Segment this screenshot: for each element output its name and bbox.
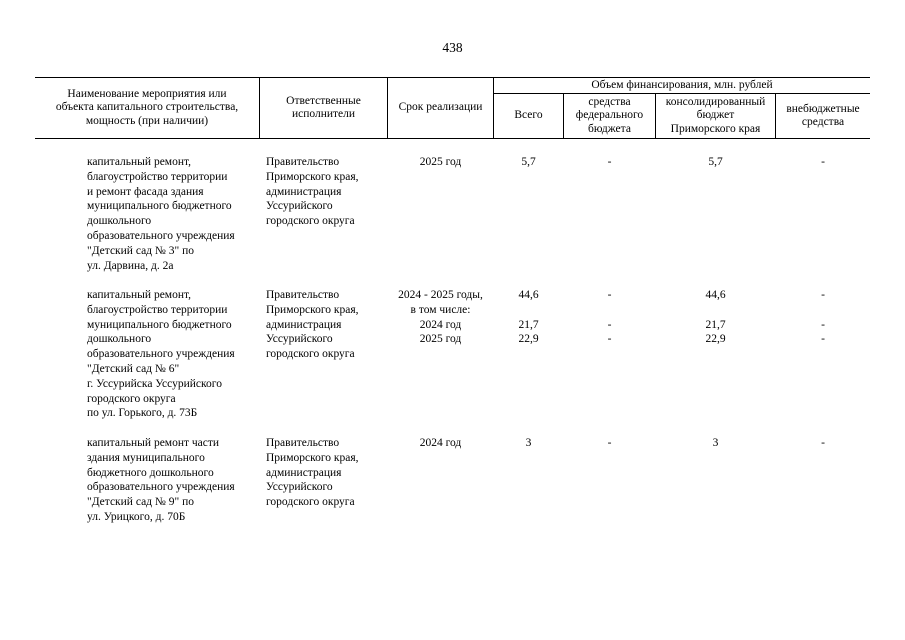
table-row-1-consolidated: 5,7	[708, 156, 723, 168]
header-financing: Объем финансирования, млн. рублей	[591, 78, 773, 91]
table-row-2-period: 2024 - 2025 годы, в том числе: 2024 год 2025 год	[398, 289, 483, 346]
table-row-3-executors: Правительство Приморского края, администрация Уссурийского городского округа	[266, 437, 359, 509]
header-consolidated: консолидированный бюджет Приморского края	[665, 95, 766, 135]
table-row-2-total: 44,6 21,7 22,9	[518, 289, 539, 346]
table-row-3-extrabudget: -	[821, 437, 825, 449]
header-executors: Ответственные исполнители	[286, 94, 361, 120]
table-row-2-consolidated: 44,6 21,7 22,9	[705, 289, 726, 346]
header-name: Наименование мероприятия или объекта капитального строительства, мощность (при наличии)	[55, 87, 239, 127]
table-row-2-extrabudget: - - -	[821, 289, 825, 346]
table-row-2-name: капитальный ремонт, благоустройство территории муниципального бюджетного дошкольного образовательного учреждения "Детский сад № 6" г. Уссурийска Уссурийского городского округа по ул. Горького, д. 73Б	[87, 289, 235, 420]
table-row-1-executors: Правительство Приморского края, администрация Уссурийского городского округа	[266, 156, 359, 228]
table-row-1-total: 5,7	[521, 156, 536, 168]
page-number: 438	[442, 40, 463, 55]
table-row-2-executors: Правительство Приморского края, администрация Уссурийского городского округа	[266, 289, 359, 361]
header-federal: средства федерального бюджета	[575, 95, 644, 135]
header-period: Срок реализации	[398, 101, 483, 114]
table-row-3-name: капитальный ремонт части здания муниципального бюджетного дошкольного образовательного учреждения "Детский сад № 9" по ул. Урицкого, д. 70Б	[87, 437, 235, 523]
table-row-3-consolidated: 3	[712, 437, 719, 449]
table-row-3-federal: -	[607, 437, 612, 449]
header-extrabudget: внебюджетные средства	[786, 102, 860, 128]
table-row-1-period: 2025 год	[419, 156, 462, 168]
table-row-1-name: капитальный ремонт, благоустройство территории и ремонт фасада здания муниципального бюджетного дошкольного образовательного учреждения "Детский сад № 3" по ул. Дарвина, д. 2а	[87, 156, 235, 272]
table-row-3-period: 2024 год	[419, 437, 462, 449]
table-row-1-federal: -	[607, 156, 612, 168]
table-row-1-extrabudget: -	[821, 156, 825, 168]
table-row-3-total: 3	[525, 437, 532, 449]
header-total: Всего	[514, 109, 543, 122]
table-row-2-federal: - - -	[607, 289, 612, 346]
header-bottom-border	[35, 138, 870, 139]
